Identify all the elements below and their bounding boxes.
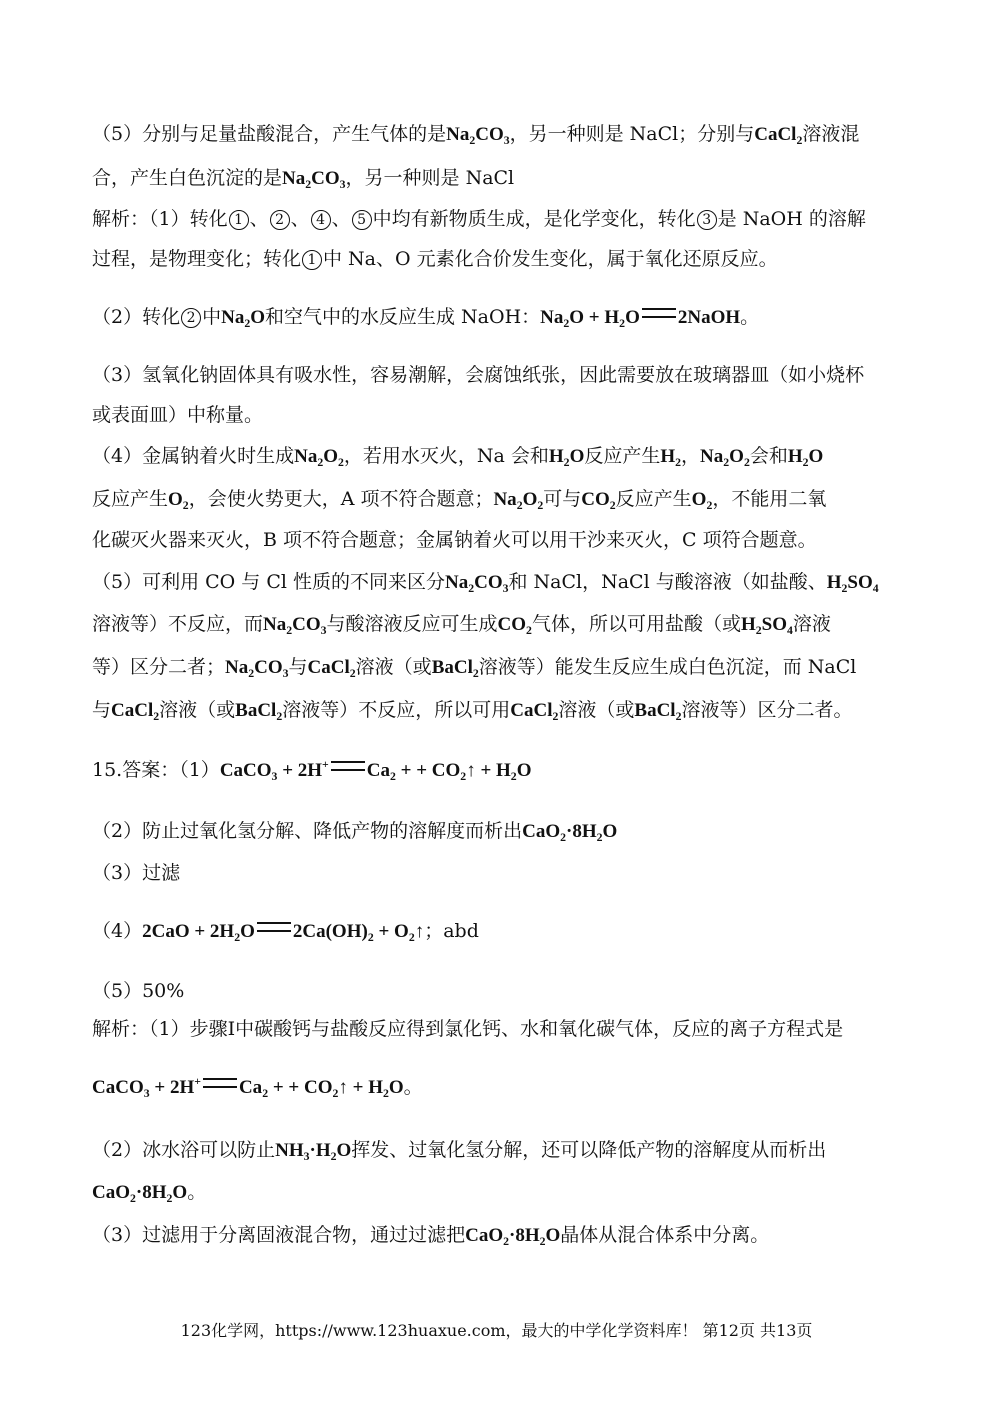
- formula: CaCl$_2$: [111, 700, 160, 724]
- text: 晶体从混合体系中分离。: [560, 1224, 770, 1246]
- text: （5）50%: [92, 980, 185, 1002]
- equation-left: CaCO$_3$ + 2H+: [92, 1074, 201, 1101]
- equation-right: 2NaOH: [677, 307, 741, 328]
- text: 解析：（1）转化: [92, 208, 228, 230]
- text: 溶液等）区分二者。: [681, 699, 853, 721]
- text: （4）金属钠着火时生成: [92, 445, 295, 467]
- equation-left: $Na_2O + H_2O$: [540, 307, 640, 331]
- formula: CaCl$_2$: [510, 700, 559, 724]
- equation-left: CaCO$_3$ + 2H+: [219, 757, 329, 784]
- text: 溶液: [792, 613, 831, 635]
- page-footer: 123化学网，https://www.123huaxue.com，最大的中学化学资料库！ 第12页 共13页: [180, 1321, 813, 1340]
- text: 溶液（或: [159, 699, 236, 721]
- text: 溶液等）不反应，而: [92, 613, 264, 635]
- text: 中均有新物质生成，是化学变化，转化: [372, 208, 696, 230]
- formula: CaCl$_2$: [307, 657, 356, 681]
- text: （2）防止过氧化氢分解、降低产物的溶解度而析出: [92, 820, 523, 842]
- text-line: [92, 918, 907, 945]
- text: ，不能用二氧: [712, 488, 827, 510]
- text-line: [92, 1016, 907, 1042]
- formula: $O_2$: [691, 489, 713, 513]
- text: 溶液混: [802, 123, 860, 145]
- circled-number: 2: [270, 210, 290, 230]
- formula: $Na_2O$: [221, 307, 266, 331]
- text-line: [92, 121, 907, 148]
- equals-sign: [642, 308, 676, 318]
- text: 。: [740, 306, 760, 328]
- equation-right: $Ca_2$ + + $CO_2↑ + H_2O$: [366, 760, 532, 784]
- text: （3）氢氧化钠固体具有吸水性，容易潮解，会腐蚀纸张，因此需要放在玻璃器皿（如小烧杯: [92, 364, 865, 386]
- text: ；abd: [424, 920, 479, 942]
- formula: $CO_2$: [497, 614, 532, 638]
- text-line: [92, 860, 907, 886]
- text: 和 NaCl，NaCl 与酸溶液（如盐酸、: [508, 571, 827, 593]
- text: 溶液等）能发生反应生成白色沉淀，而 NaCl: [478, 656, 857, 678]
- equation-left: $2CaO + 2H_2O$: [142, 921, 255, 945]
- text: 可与: [543, 488, 582, 510]
- formula: $CO_2$: [581, 489, 616, 513]
- text-line: [92, 443, 907, 470]
- text: （4）: [92, 920, 143, 942]
- circled-number: 1: [302, 250, 322, 270]
- formula: $Na_2CO_3$: [225, 657, 289, 681]
- equals-sign: [257, 922, 291, 932]
- text: 溶液（或: [558, 699, 635, 721]
- formula: $Na_2O_2$: [294, 446, 344, 470]
- circled-number: 3: [697, 210, 717, 230]
- text: 。: [187, 1181, 207, 1203]
- formula: $Na_2CO_3$: [263, 614, 327, 638]
- text-line: [92, 1137, 907, 1164]
- text-line: [92, 1074, 907, 1101]
- text: 会和: [749, 445, 788, 467]
- text: 气体，所以可用盐酸（或: [531, 613, 741, 635]
- text: ，另一种则是 NaCl；分别与: [509, 123, 755, 145]
- text: 解析：（1）步骤Ⅰ中碳酸钙与盐酸反应得到氯化钙、水和氧化碳气体，反应的离子方程式是: [92, 1018, 844, 1040]
- text-line: [92, 486, 907, 513]
- circled-number: 4: [311, 210, 331, 230]
- text: （5）分别与足量盐酸混合，产生气体的是: [92, 123, 447, 145]
- text-line: [92, 1179, 907, 1206]
- formula: $Na_2CO_3$: [446, 124, 510, 148]
- text: 是 NaOH 的溶解: [717, 208, 866, 230]
- formula: $H_2O$: [548, 446, 585, 470]
- formula: $O_2$: [168, 489, 189, 513]
- text: 或表面皿）中称量。: [92, 404, 264, 426]
- text: （3）过滤用于分离固液混合物，通过过滤把: [92, 1224, 466, 1246]
- text: （2）转化: [92, 306, 181, 328]
- formula: CaCl$_2$: [754, 124, 803, 148]
- formula: $CaO_2\cdot 8H_2O$: [92, 1182, 188, 1206]
- text: 、: [331, 208, 351, 230]
- equation-right: $2Ca(OH)_2$ + $O_2↑$: [292, 921, 425, 945]
- text: ，: [681, 445, 701, 467]
- text: 反应产生: [92, 488, 169, 510]
- text: 中 Na、O 元素化合价发生变化，属于氧化还原反应。: [323, 248, 778, 270]
- formula: BaCl$_2$: [431, 657, 479, 681]
- text: 溶液（或: [355, 656, 432, 678]
- formula: $H_2SO_4$: [740, 614, 793, 638]
- formula: $Na_2O_2$: [493, 489, 544, 513]
- text: 和空气中的水反应生成 NaOH：: [265, 306, 541, 328]
- text-line: [92, 304, 907, 331]
- equation-right: $Ca_2$ + + $CO_2↑ + H_2O$: [238, 1077, 404, 1101]
- formula: BaCl$_2$: [235, 700, 283, 724]
- text-line: [92, 818, 907, 845]
- text: （5）可利用 CO 与 Cl 性质的不同来区分: [92, 571, 445, 593]
- text-line: [92, 757, 907, 784]
- text-line: [92, 362, 907, 388]
- text: （2）冰水浴可以防止: [92, 1139, 276, 1161]
- text-line: [92, 978, 907, 1004]
- text: ，会使火势更大，A 项不符合题意；: [188, 488, 494, 510]
- formula: $Na_2O_2$: [700, 446, 750, 470]
- text: 过程，是物理变化；转化: [92, 248, 302, 270]
- formula: $H_2$: [660, 446, 682, 470]
- text-line: [92, 527, 907, 553]
- circled-number: 5: [352, 210, 372, 230]
- circled-number: 1: [229, 210, 249, 230]
- circled-number: 2: [181, 308, 201, 328]
- text: 反应产生: [615, 488, 692, 510]
- formula: $NH_3\cdot H_2O$: [275, 1140, 352, 1164]
- text: 合，产生白色沉淀的是: [92, 167, 283, 189]
- formula: $Na_2CO_3$: [444, 572, 509, 596]
- text-line: [92, 165, 907, 192]
- text: 溶液等）不反应，所以可用: [282, 699, 511, 721]
- text-line: [92, 654, 907, 681]
- text: 等）区分二者；: [92, 656, 226, 678]
- text: 与: [92, 699, 112, 721]
- text-line: [92, 402, 907, 428]
- text: ，另一种则是 NaCl: [345, 167, 515, 189]
- text-line: [92, 246, 907, 272]
- text: 化碳灭火器来灭火，B 项不符合题意；金属钠着火可以用干沙来灭火，C 项符合题意。: [92, 529, 817, 551]
- formula: $CaO_2\cdot 8H_2O$: [522, 821, 618, 845]
- formula: $H_2O$: [787, 446, 824, 470]
- text: （3）过滤: [92, 862, 181, 884]
- formula: $CaO_2\cdot 8H_2O$: [465, 1225, 561, 1249]
- text-line: [92, 697, 907, 724]
- answer-label: 15.答案：（1）: [92, 759, 220, 781]
- text: 。: [403, 1076, 423, 1098]
- text-line: [92, 611, 907, 638]
- text: ，若用水灭火，Na 会和: [343, 445, 549, 467]
- equals-sign: [203, 1078, 237, 1088]
- text: 挥发、过氧化氢分解，还可以降低产物的溶解度从而析出: [351, 1139, 827, 1161]
- equals-sign: [331, 761, 365, 771]
- text: 、: [290, 208, 310, 230]
- formula: BaCl$_2$: [634, 700, 682, 724]
- text: 与酸溶液反应可生成: [326, 613, 498, 635]
- formula: $H_2SO_4$: [826, 572, 879, 596]
- text: 中: [202, 306, 222, 328]
- text-line: [92, 206, 907, 232]
- text-line: [92, 1222, 907, 1249]
- text: 、: [249, 208, 269, 230]
- text-line: [92, 569, 907, 596]
- formula: $Na_2CO_3$: [282, 168, 346, 192]
- text: 与: [288, 656, 308, 678]
- text: 反应产生: [584, 445, 661, 467]
